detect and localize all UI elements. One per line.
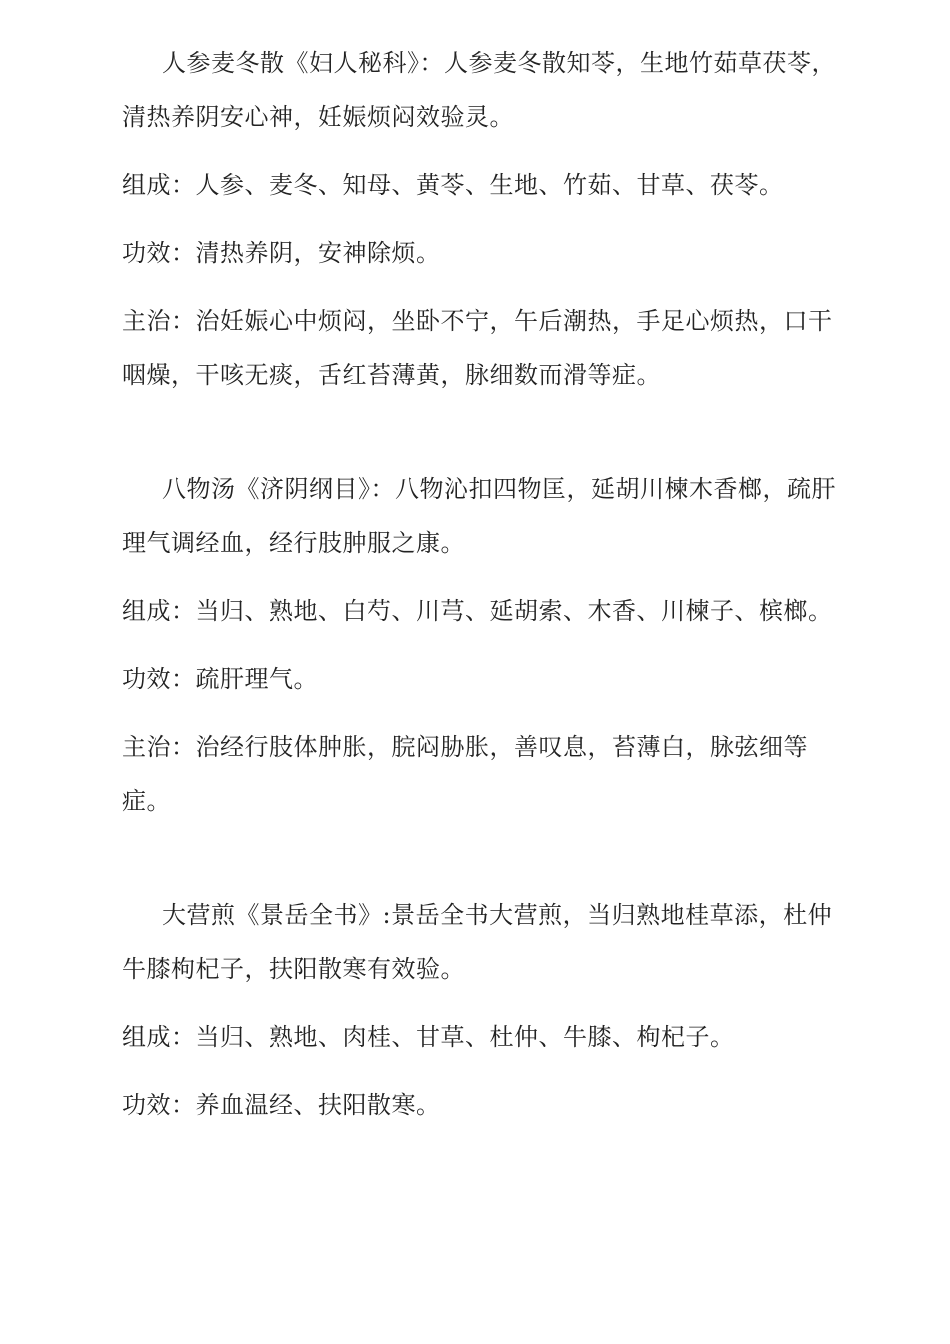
formula-intro: 人参麦冬散《妇人秘科》：人参麦冬散知苓，生地竹茹草茯苓，清热养阴安心神，妊娠烦闷效验灵。 (122, 49, 836, 131)
formula-indication: 主治：治经行肢体肿胀，脘闷胁胀，善叹息，苔薄白，脉弦细等症。 (122, 733, 808, 815)
formula-entry-renshen-maidong-san (122, 36, 850, 402)
formula-composition: 组成：当归、熟地、肉桂、甘草、杜仲、牛膝、枸杞子。 (122, 1023, 735, 1051)
formula-effect: 功效：疏肝理气。 (122, 665, 318, 693)
formula-composition: 组成：当归、熟地、白芍、川芎、延胡索、木香、川楝子、槟榔。 (122, 597, 833, 625)
formula-effect: 功效：清热养阴，安神除烦。 (122, 239, 441, 267)
formula-effect: 功效：养血温经、扶阳散寒。 (122, 1091, 441, 1119)
formula-composition: 组成：人参、麦冬、知母、黄苓、生地、竹茹、甘草、茯苓。 (122, 171, 784, 199)
formula-entry-daying-jian (122, 888, 850, 1132)
formula-indication: 主治：治妊娠心中烦闷，坐卧不宁，午后潮热，手足心烦热，口干咽燥，干咳无痰，舌红苔薄黄，脉细数而滑等症。 (122, 307, 833, 389)
formula-entry-bawu-tang (122, 462, 850, 828)
formula-intro: 大营煎《景岳全书》:景岳全书大营煎，当归熟地桂草添，杜仲牛膝枸杞子，扶阳散寒有效验。 (122, 901, 833, 983)
formula-intro: 八物汤《济阴纲目》：八物沁扣四物匡，延胡川楝木香榔，疏肝理气调经血，经行肢肿服之康。 (122, 475, 836, 557)
